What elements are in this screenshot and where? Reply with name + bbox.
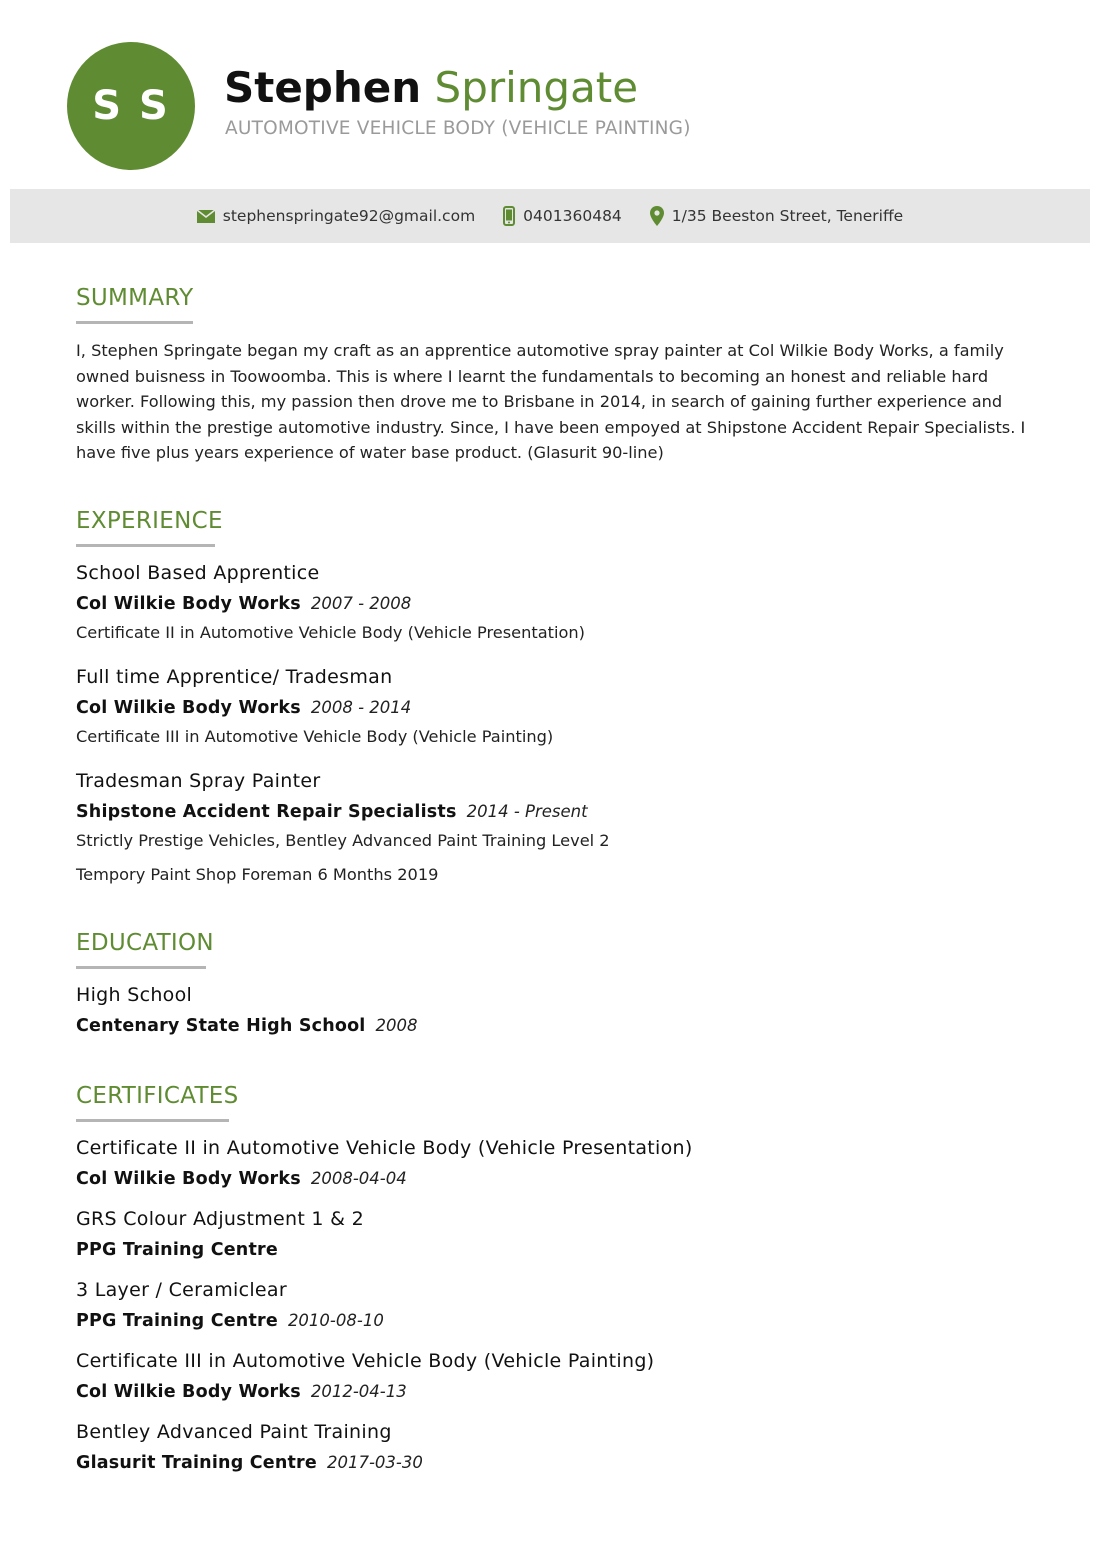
certificate-item [76,1420,1036,1475]
experience-date: 2008 - 2014 [310,697,412,717]
section-title-summary: SUMMARY [76,285,194,311]
experience-role: School Based Apprentice [76,561,320,584]
experience-detail: Strictly Prestige Vehicles, Bentley Advanced Paint Training Level 2 [76,830,610,850]
certificate-date: 2010-08-10 [287,1310,384,1330]
certificate-name: Bentley Advanced Paint Training [76,1420,392,1443]
experience-org-line [76,696,1036,720]
education-degree: High School [76,983,193,1006]
address-text: 1/35 Beeston Street, Teneriffe [671,207,904,225]
certificate-date: 2012-04-13 [310,1381,407,1401]
certificate-item [76,1207,1036,1262]
certificate-org-line [76,1309,1036,1333]
certificate-name: 3 Layer / Ceramiclear [76,1278,287,1301]
education-school: Centenary State High School [76,1015,366,1036]
experience-role: Tradesman Spray Painter [76,769,321,792]
experience-item [76,561,1036,644]
experience-detail-extra: Tempory Paint Shop Foreman 6 Months 2019 [76,864,439,884]
last-name: Springate [434,63,639,112]
education-item [76,983,1036,1038]
section-rule [76,321,193,324]
location-pin-icon [650,206,664,226]
certificate-org-line [76,1451,1036,1475]
certificate-org: PPG Training Centre [76,1310,278,1331]
experience-org-line [76,800,1036,824]
section-rule [76,1119,229,1122]
certificate-org-line [76,1167,1036,1191]
job-title: AUTOMOTIVE VEHICLE BODY (VEHICLE PAINTING) [225,118,691,139]
experience-date: 2007 - 2008 [310,593,412,613]
certificate-date: 2008-04-04 [310,1168,407,1188]
certificate-name: Certificate II in Automotive Vehicle Body (Vehicle Presentation) [76,1136,693,1159]
certificate-item [76,1349,1036,1404]
experience-org: Shipstone Accident Repair Specialists [76,801,457,822]
experience-date: 2014 - Present [466,801,588,821]
certificate-name: Certificate III in Automotive Vehicle Body (Vehicle Painting) [76,1349,655,1372]
contact-address [650,206,903,226]
experience-detail: Certificate II in Automotive Vehicle Body (Vehicle Presentation) [76,622,585,642]
section-title-certificates: CERTIFICATES [76,1082,239,1109]
certificate-org: PPG Training Centre [76,1239,278,1260]
certificate-org-line [76,1380,1036,1404]
certificate-date: 2017-03-30 [326,1452,423,1472]
section-rule [76,544,215,547]
certificate-item [76,1278,1036,1333]
education-date: 2008 [375,1015,418,1035]
envelope-icon [197,210,215,223]
contact-phone[interactable] [503,206,622,226]
summary-section [76,283,1036,466]
candidate-name [224,62,638,114]
education-heading-block [76,928,214,969]
certificates-section [76,1081,1036,1475]
phone-icon [503,206,515,226]
avatar-initials: S S [67,42,195,170]
section-rule [76,966,206,969]
experience-item [76,665,1036,748]
phone-text: 0401360484 [523,207,622,225]
certificate-org-line [76,1238,1036,1262]
section-title-education: EDUCATION [76,929,214,956]
experience-org: Col Wilkie Body Works [76,593,301,614]
summary-heading-block [76,283,193,324]
experience-heading-block [76,506,223,547]
experience-item [76,769,1036,886]
certificates-heading-block [76,1081,239,1122]
first-name: Stephen [224,63,422,112]
certificate-org: Col Wilkie Body Works [76,1381,301,1402]
experience-section [76,506,1036,886]
summary-text: I, Stephen Springate began my craft as an apprentice automotive spray painter at Col Wilkie Body Works, a family owned buisness in Toowoomba. This is where I learnt the fundamentals to becoming an honest and reliable hard worker. Following this, my passion then drove me to Brisbane in 2014, in search of gaining further experience and skills within the prestige automotive industry. Since, I have been empoyed at Shipstone Accident Repair Specialists. I have five plus years experience of water base product. (Glasurit 90-line) [76,341,1026,462]
contact-email[interactable] [197,207,475,225]
certificate-item [76,1136,1036,1191]
certificate-org: Col Wilkie Body Works [76,1168,301,1189]
resume-content [76,283,1036,1475]
email-text: stephenspringate92@gmail.com [222,207,476,225]
experience-org: Col Wilkie Body Works [76,697,301,718]
contact-bar [10,189,1090,243]
experience-role: Full time Apprentice/ Tradesman [76,665,393,688]
certificate-name: GRS Colour Adjustment 1 & 2 [76,1207,365,1230]
section-title-experience: EXPERIENCE [76,507,223,534]
education-section [76,928,1036,1038]
certificate-org: Glasurit Training Centre [76,1452,317,1473]
experience-detail: Certificate III in Automotive Vehicle Body (Vehicle Painting) [76,726,554,746]
education-school-line [76,1014,1036,1038]
experience-org-line [76,592,1036,616]
